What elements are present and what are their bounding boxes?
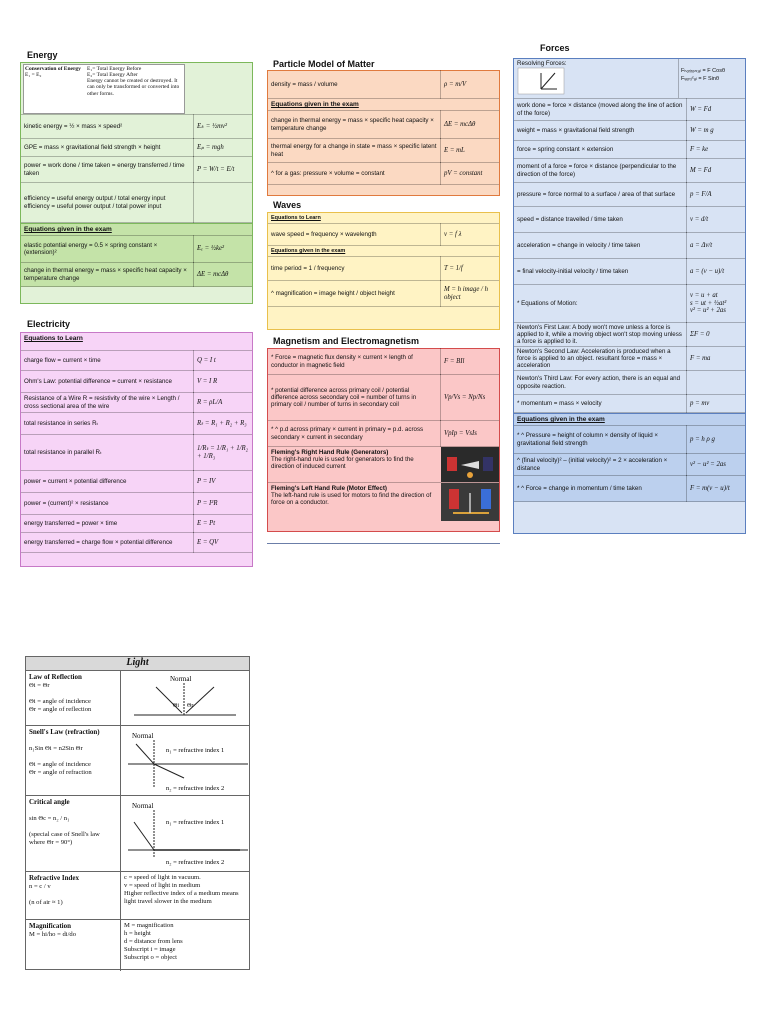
motor-diagram (441, 483, 499, 521)
equation-row (268, 163, 499, 185)
waves-title: Waves (273, 200, 302, 210)
equation-formula: W = m g (686, 120, 745, 141)
equation-formula: VpIp = VsIs (440, 420, 499, 447)
fleming-generator-row (268, 447, 499, 483)
magnetism-panel (267, 348, 500, 532)
divider (267, 543, 500, 544)
equation-words: Newton's First Law: A body won't move unless a force is applied to it, while a moving object won't stop moving unless a force is applied to it. (517, 323, 682, 346)
equation-words: force = spring constant × extension (517, 145, 614, 153)
reflection-angle-i: Θi (173, 703, 179, 709)
fleming-gen-text: The right-hand rule is used for generators to find the direction of induced current (271, 456, 414, 471)
equation-words: charge flow = current × time (24, 356, 101, 364)
equation-words: efficiency = useful energy output / total energy input efficiency = useful power output / total power input (24, 195, 166, 210)
equation-formula: P = W/t = E/t (193, 156, 252, 183)
electricity-rows (21, 351, 252, 553)
light-title: Light (26, 657, 249, 670)
equation-words: ^ (final velocity)² – (initial velocity)² = 2 × acceleration × distance (517, 457, 668, 472)
equation-formula (193, 182, 252, 223)
generator-diagram (441, 447, 499, 482)
equation-row (514, 371, 745, 395)
snell-n1: n₁ = refractive index 1 (166, 747, 225, 754)
equation-formula: Vp/Vs = Np/Ns (440, 374, 499, 421)
equation-words: ^ magnification = image height / object height (271, 289, 395, 297)
equation-row (514, 141, 745, 159)
waves-rows (268, 224, 499, 246)
waves-exam-rows (268, 257, 499, 307)
equation-words: elastic potential energy = 0.5 × spring constant × (extension)² (24, 241, 158, 256)
equation-words: * ^ p.d across primary × current in primary = p.d. across secondary × current in secondary (271, 426, 424, 441)
equation-words: total resistance in series Rₜ (24, 419, 99, 427)
waves-exam-header: Equations given in the exam (268, 246, 499, 257)
equation-row (21, 471, 252, 493)
equation-formula: M = Fd (686, 158, 745, 183)
energy-panel (20, 62, 253, 304)
equation-row (21, 435, 252, 471)
equation-row (514, 347, 745, 371)
magnification-title: Magnification (29, 922, 71, 930)
equation-row (514, 259, 745, 285)
resolving-eq-vertical: Fᵥₑᵣₜᵢᶜₐₗ = F Sinθ (681, 76, 720, 83)
snell-normal-label: Normal (132, 732, 154, 740)
magnification-row (26, 919, 249, 971)
equation-words: GPE = mass × gravitational field strength × height (24, 143, 161, 151)
equation-row (268, 257, 499, 281)
equation-words: energy transferred = power × time (24, 519, 118, 527)
equation-words: Newton's Third Law: For every action, there is an equal and opposite reaction. (517, 375, 681, 390)
fleming-motor-row (268, 483, 499, 521)
equation-words: power = (current)² × resistance (24, 499, 109, 507)
equation-formula: F = ma (686, 346, 745, 371)
equation-row (514, 121, 745, 141)
equation-row (268, 111, 499, 139)
critical-title: Critical angle (29, 798, 70, 806)
equation-words: power = work done / time taken = energy transferred / time taken (24, 162, 185, 177)
resolving-eq-horizontal: Fₕₒᵣᵢᵣₒₙₜₐₗ = F Cosθ (681, 68, 726, 74)
equation-formula: p = F/A (686, 182, 745, 207)
equation-row (514, 183, 745, 207)
resolving-row (514, 59, 745, 99)
equation-words: = final velocity-initial velocity / time taken (517, 267, 629, 275)
equation-row (268, 421, 499, 447)
equation-row (514, 454, 745, 476)
equation-row (21, 533, 252, 553)
equation-row (21, 157, 252, 183)
equation-formula: M = h image / h object (440, 280, 499, 307)
equation-row (268, 71, 499, 99)
particle-panel (267, 70, 500, 196)
equation-row (21, 183, 252, 223)
equation-row (514, 159, 745, 183)
equation-words: power = current × potential difference (24, 477, 127, 485)
equation-words: Ohm's Law: potential difference = current × resistance (24, 377, 172, 385)
equation-formula: p = mv (686, 394, 745, 413)
equation-formula: E = Pt (193, 514, 252, 533)
reflection-def1: Θi = angle of incidence (29, 697, 91, 705)
equation-words: density = mass / volume (271, 80, 338, 88)
equation-row (514, 99, 745, 121)
equation-formula: 1/Rₜ = 1/R₁ + 1/R₂ + 1/R₃ (193, 434, 252, 471)
equation-formula: F = m(v − u)/t (686, 475, 745, 502)
equation-formula: W = Fd (686, 98, 745, 121)
equation-words: thermal energy for a change in state = mass × specific latent heat (271, 143, 437, 158)
critical-normal-label: Normal (132, 802, 154, 810)
equation-words: kinetic energy = ½ × mass × speed² (24, 122, 123, 130)
snell-n2: n₂ = refractive index 2 (166, 785, 225, 792)
refractive-def: c = speed of light in vacuum. v = speed of light in medium Higher reflective index of a medium means light travel slower in the medium (124, 874, 239, 905)
equation-words: * Equations of Motion: (517, 299, 578, 307)
reflection-row (26, 670, 249, 725)
equation-row (21, 139, 252, 157)
snell-eq: n₁Sin Θi = n2Sin Θr (29, 744, 83, 752)
snell-title: Snell's Law (refraction) (29, 728, 100, 736)
equation-formula: Rₜ = R₁ + R₂ + R₃ (193, 412, 252, 435)
equation-words: * momentum = mass × velocity (517, 399, 602, 407)
equation-row (268, 224, 499, 246)
critical-n2: n₂ = refractive index 2 (166, 859, 225, 866)
forces-title: Forces (540, 43, 570, 53)
equation-words: moment of a force = force × distance (perpendicular to the direction of the force) (517, 163, 677, 178)
resolving-diagram (517, 67, 565, 95)
magnetism-rows (268, 349, 499, 447)
equation-words: * ^ Pressure = height of column × density of liquid × gravitational field strength (517, 432, 658, 447)
reflection-title: Law of Reflection (29, 673, 82, 681)
conservation-row (21, 63, 252, 115)
fleming-motor-title: Fleming's Left Hand Rule (Motor Effect) (271, 485, 387, 492)
equation-formula: v = u + at s = ut + ½at² v² = u² + 2as (686, 284, 745, 323)
equation-formula: P = I²R (193, 492, 252, 515)
equation-row (21, 493, 252, 515)
critical-eq: sin Θc = n₂ / n₁ (29, 814, 70, 822)
snell-def2: Θr = angle of refraction (29, 768, 92, 776)
equation-row (268, 139, 499, 163)
equation-formula: V = I R (193, 370, 252, 393)
energy-rows (21, 115, 252, 223)
conservation-note: E₁= Total Energy Before E₂= Total Energy After Energy cannot be created or destroyed. It can only be transformed or converted into other forms. (87, 65, 180, 97)
refractive-air: (n of air ≈ 1) (29, 898, 63, 906)
equation-formula: R = ρL/A (193, 392, 252, 413)
snell-def1: Θi = angle of incidence (29, 760, 91, 768)
reflection-angle-r: Θr (187, 703, 194, 709)
magnetism-title: Magnetism and Electromagnetism (273, 336, 420, 346)
particle-title: Particle Model of Matter (273, 59, 375, 69)
forces-panel (513, 58, 746, 534)
electricity-learn-header: Equations to Learn (21, 333, 252, 351)
equation-words: pressure = force normal to a surface / area of that surface (517, 190, 676, 198)
critical-n1: n₁ = refractive index 1 (166, 819, 225, 826)
equation-words: Newton's Second Law: Acceleration is produced when a force is applied to an object. resultant force = mass × acceleration (517, 347, 671, 370)
equation-row (514, 285, 745, 323)
equation-row (21, 371, 252, 393)
equation-row (514, 395, 745, 413)
snell-row (26, 725, 249, 795)
equation-words: change in thermal energy = mass × specific heat capacity × temperature change (24, 267, 187, 282)
equation-row (514, 476, 745, 502)
equation-formula: Eₖ = ½mv² (193, 114, 252, 139)
reflection-normal-label: Normal (170, 675, 192, 683)
equation-row (21, 115, 252, 139)
equation-words: acceleration = change in velocity / time taken (517, 241, 641, 249)
conservation-eq: E₁ = E₂ (25, 71, 42, 78)
electricity-title: Electricity (27, 319, 71, 329)
equation-formula: pV = constant (440, 162, 499, 185)
refractive-title: Refractive Index (29, 874, 79, 882)
fleming-gen-title: Fleming's Right Hand Rule (Generators) (271, 449, 389, 456)
particle-exam-rows (268, 111, 499, 185)
critical-diagram (124, 798, 250, 870)
equation-formula: T = 1/f (440, 256, 499, 281)
equation-formula: ρ = m/V (440, 70, 499, 99)
energy-exam-rows (21, 236, 252, 287)
critical-note: (special case of Snell's law where Θr = 90°) (29, 830, 100, 846)
equation-words: weight = mass × gravitational field strength (517, 126, 635, 134)
refractive-row (26, 871, 249, 919)
equation-row (21, 263, 252, 287)
snell-diagram (124, 728, 250, 794)
waves-learn-header: Equations to Learn (268, 213, 499, 224)
equation-row (21, 236, 252, 263)
reflection-eq: Θi = Θr (29, 681, 50, 689)
equation-row (514, 207, 745, 233)
equation-row (514, 323, 745, 347)
critical-row (26, 795, 249, 871)
equation-words: * potential difference across primary coil / potential difference across secondary coil = number of turns in primary coil / number of turns in secondary coil (271, 386, 417, 409)
refractive-eq: n = c / v (29, 882, 51, 890)
equation-formula: F = BIl (440, 348, 499, 375)
equation-formula: F = ke (686, 140, 745, 159)
equation-formula: Q = I t (193, 350, 252, 371)
equation-words: work done = force × distance (moved along the line of action of the force) (517, 102, 683, 117)
forces-rows (514, 99, 745, 413)
equation-words: speed = distance travelled / time taken (517, 215, 623, 223)
equation-formula (686, 370, 745, 395)
equation-formula: v = d/t (686, 206, 745, 233)
equation-words: * ^ Force = change in momentum / time taken (517, 484, 642, 492)
equation-formula: ΔE = mcΔθ (193, 262, 252, 287)
energy-title: Energy (27, 50, 58, 60)
equation-words: * Force = magnetic flux density × current × length of conductor in magnetic field (271, 354, 413, 369)
equation-formula: E = QV (193, 532, 252, 553)
particle-rows (268, 71, 499, 99)
equation-formula: ΔE = mcΔθ (440, 110, 499, 139)
equation-row (268, 349, 499, 375)
equation-formula: a = (v − u)/t (686, 258, 745, 285)
equation-row (514, 426, 745, 454)
energy-exam-header: Equations given in the exam (21, 224, 252, 236)
conservation-label: Conservation of Energy (25, 65, 81, 72)
light-panel (25, 656, 250, 970)
equation-row (21, 515, 252, 533)
forces-exam-rows (514, 426, 745, 502)
equation-words: ^ for a gas: pressure × volume = constant (271, 169, 385, 177)
equation-formula: v = f λ (440, 223, 499, 246)
resolving-label: Resolving Forces: (517, 60, 567, 67)
equation-row (21, 351, 252, 371)
reflection-diagram (124, 673, 248, 724)
equation-words: Resistance of a Wire R = resistivity of the wire × Length / cross sectional area of the wire (24, 395, 180, 410)
fleming-motor-text: The left-hand rule is used for motors to find the direction of force on a conductor. (271, 492, 432, 507)
equation-row (21, 413, 252, 435)
electricity-panel (20, 332, 253, 567)
equation-words: total resistance in parallel Rₜ (24, 448, 102, 456)
equation-formula: p = h ρ g (686, 425, 745, 454)
equation-formula: a = Δv/t (686, 232, 745, 259)
equation-row (514, 233, 745, 259)
equation-row (268, 375, 499, 421)
forces-exam-header: Equations given in the exam (514, 414, 745, 426)
equation-row (21, 393, 252, 413)
equation-formula: P = IV (193, 470, 252, 493)
equation-formula: E = mL (440, 138, 499, 163)
equation-formula: Eₑ = ½ke² (193, 235, 252, 263)
waves-panel (267, 212, 500, 330)
equation-words: energy transferred = charge flow × potential difference (24, 538, 173, 546)
equation-words: wave speed = frequency × wavelength (271, 230, 377, 238)
equation-words: time period = 1 / frequency (271, 264, 345, 272)
equation-formula: v² − u² = 2as (686, 453, 745, 476)
equation-formula: Eₚ = mgh (193, 138, 252, 157)
equation-row (268, 281, 499, 307)
magnification-def: M = magnification h = height d = distance from lens Subscript i = image Subscript o = object (124, 922, 183, 961)
magnification-eq: M = hi/ho = di/do (29, 930, 77, 938)
particle-exam-header: Equations given in the exam (268, 99, 499, 111)
equation-formula: ΣF = 0 (686, 322, 745, 347)
equation-words: change in thermal energy = mass × specific heat capacity × temperature change (271, 117, 434, 132)
reflection-def2: Θr = angle of reflection (29, 705, 92, 713)
